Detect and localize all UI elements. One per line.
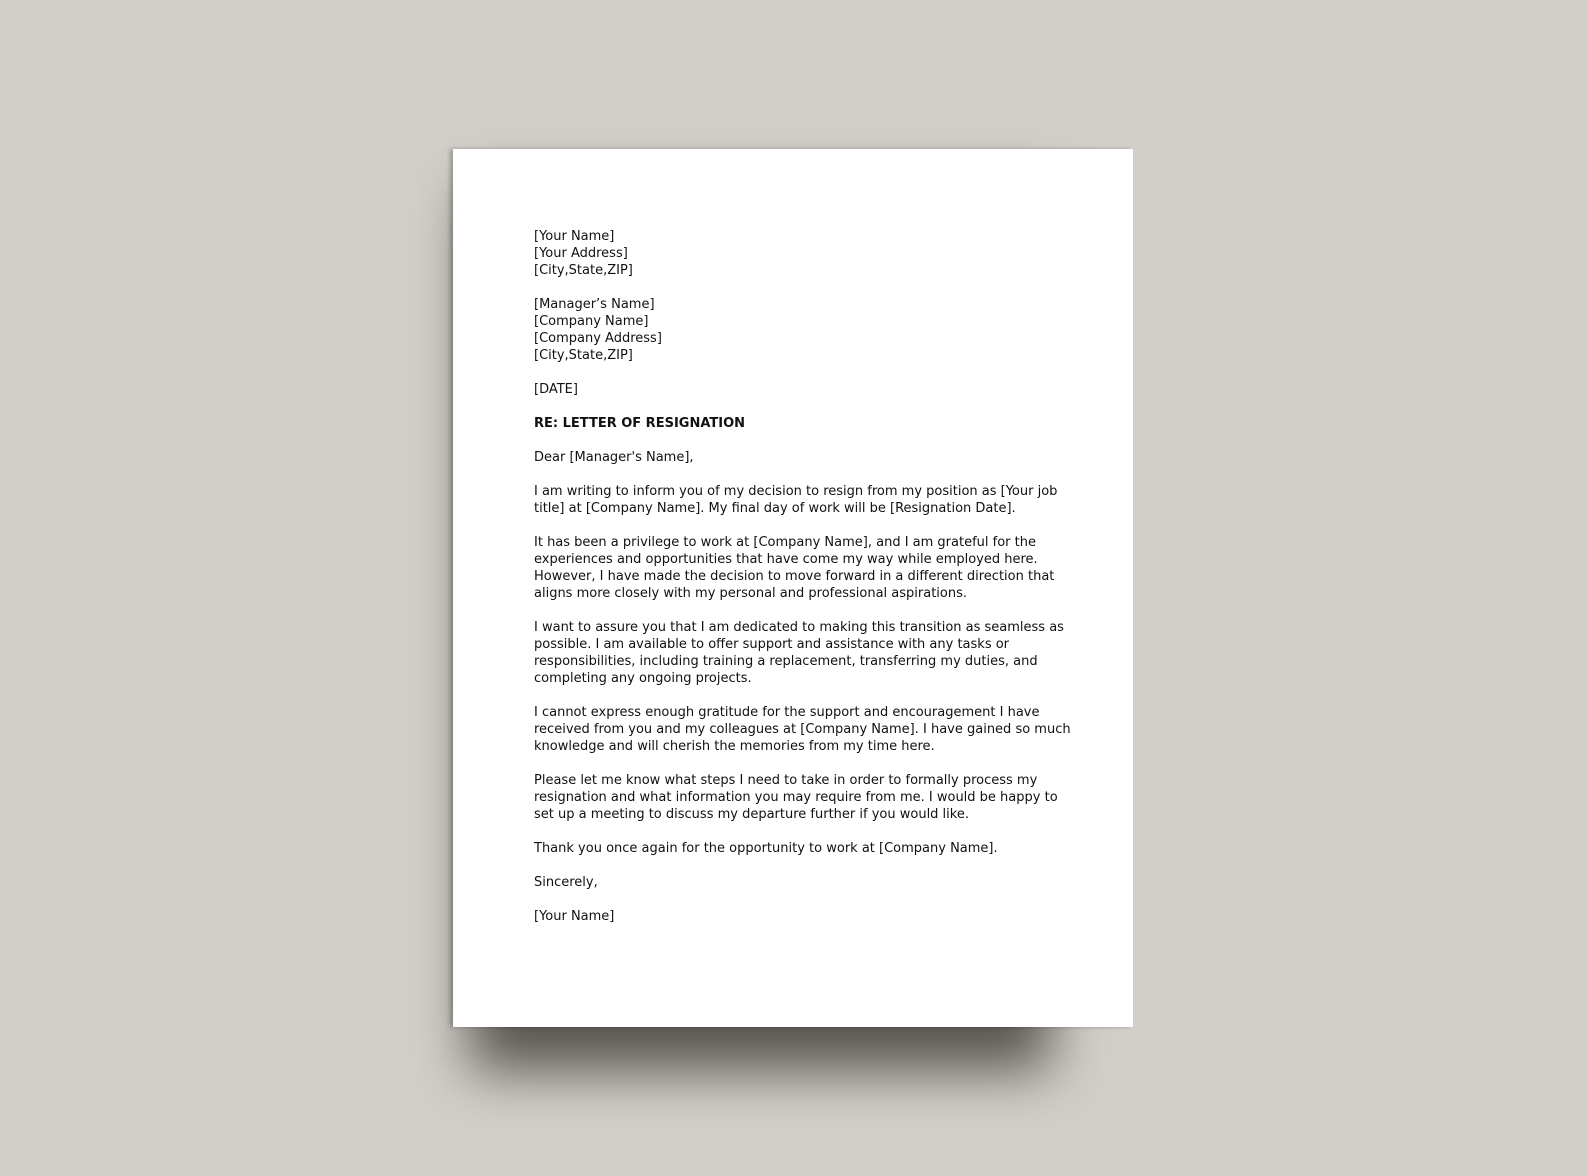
salutation: Dear [Manager's Name],: [534, 450, 694, 465]
paragraph-line: aligns more closely with my personal and professional aspirations.: [534, 586, 967, 601]
paragraph-line: However, I have made the decision to move forward in a different direction that: [534, 569, 1055, 584]
paragraph-3: [534, 619, 1064, 687]
paragraph-line: resignation and what information you may require from me. I would be happy to: [534, 790, 1058, 805]
sender-name: [Your Name]: [534, 229, 615, 244]
paragraph-line: Please let me know what steps I need to take in order to formally process my: [534, 773, 1038, 788]
paragraph-line: It has been a privilege to work at [Company Name], and I am grateful for the: [534, 535, 1036, 550]
paragraph-5: [534, 772, 1058, 823]
paragraph-line: title] at [Company Name]. My final day of work will be [Resignation Date].: [534, 501, 1016, 516]
paragraph-line: completing any ongoing projects.: [534, 671, 752, 686]
paragraph-line: I cannot express enough gratitude for the support and encouragement I have: [534, 705, 1040, 720]
recipient-manager-name: [Manager’s Name]: [534, 297, 655, 312]
paragraph-line: experiences and opportunities that have come my way while employed here.: [534, 552, 1038, 567]
letter-subject: RE: LETTER OF RESIGNATION: [534, 416, 746, 431]
paragraph-line: received from you and my colleagues at [Company Name]. I have gained so much: [534, 722, 1071, 737]
paragraph-line: possible. I am available to offer support and assistance with any tasks or: [534, 637, 1010, 652]
letter-body: [534, 228, 1071, 925]
closing: Sincerely,: [534, 875, 598, 890]
paragraph-1: [534, 483, 1058, 517]
paragraph-line: I want to assure you that I am dedicated to making this transition as seamless as: [534, 620, 1064, 635]
sender-city-state-zip: [City,State,ZIP]: [534, 263, 633, 278]
recipient-city-state-zip: [City,State,ZIP]: [534, 348, 633, 363]
letter-page: [453, 149, 1133, 1027]
recipient-company-address: [Company Address]: [534, 331, 662, 346]
paragraph-line: set up a meeting to discuss my departure further if you would like.: [534, 807, 969, 822]
paragraph-2: [534, 534, 1054, 602]
paragraph-line: I am writing to inform you of my decision to resign from my position as [Your job: [534, 484, 1058, 499]
paragraph-line: responsibilities, including training a replacement, transferring my duties, and: [534, 654, 1038, 669]
signature: [Your Name]: [534, 909, 615, 924]
paragraph-6: [534, 840, 1054, 857]
paragraph-4: [534, 704, 1071, 755]
letter-date: [DATE]: [534, 382, 578, 397]
paragraph-line: knowledge and will cherish the memories from my time here.: [534, 739, 935, 754]
paragraph-line: Thank you once again for the opportunity to work at [Company Name].: [534, 841, 998, 856]
sender-address: [Your Address]: [534, 246, 628, 261]
recipient-company-name: [Company Name]: [534, 314, 649, 329]
